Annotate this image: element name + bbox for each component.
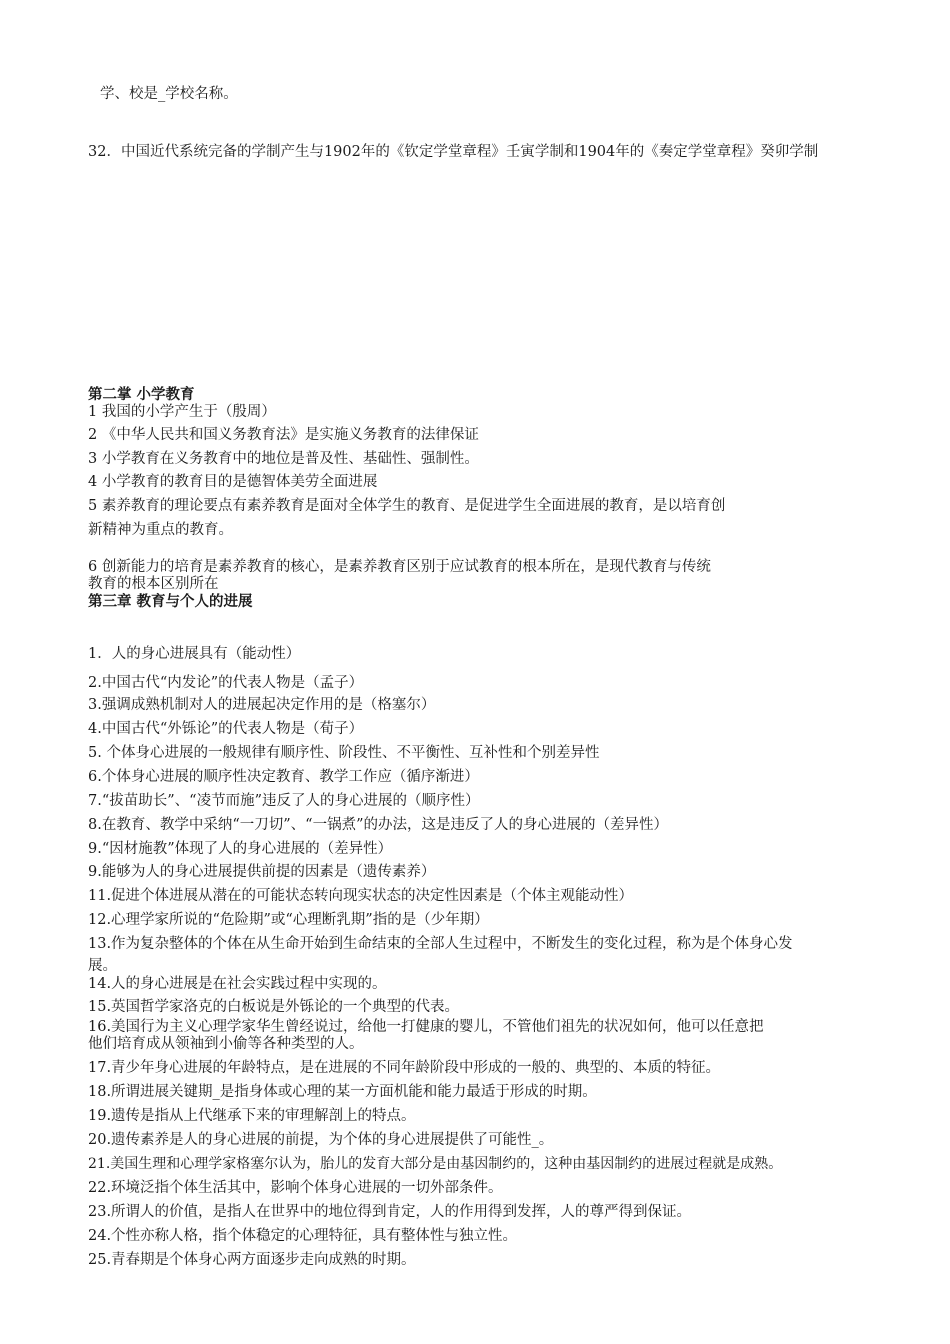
ch3-item: 11.促进个体进展从潜在的可能状态转向现实状态的决定性因素是（个体主观能动性） <box>88 888 634 904</box>
ch3-item: 4.中国古代“外铄论”的代表人物是（荀子） <box>88 721 364 737</box>
ch3-item: 20.遗传素养是人的身心进展的前提，为个体的身心进展提供了可能性_。 <box>88 1132 554 1148</box>
ch3-item: 22.环境泛指个体生活其中，影响个体身心进展的一切外部条件。 <box>88 1180 503 1196</box>
ch3-item: 1．人的身心进展具有（能动性） <box>88 646 301 662</box>
ch3-item: 2.中国古代“内发论”的代表人物是（孟子） <box>88 675 364 691</box>
ch3-item: 18.所谓进展关键期_是指身体或心理的某一方面机能和能力最适于形成的时期。 <box>88 1084 597 1100</box>
ch3-item: 展。 <box>88 958 117 974</box>
ch2-item: 1 我国的小学产生于（殷周） <box>88 404 276 420</box>
ch3-item: 17.青少年身心进展的年龄特点，是在进展的不同年龄阶段中形成的一般的、典型的、本质的特征。 <box>88 1060 721 1076</box>
ch3-item: 5. 个体身心进展的一般规律有顺序性、阶段性、不平衡性、互补性和个别差异性 <box>88 745 600 761</box>
item-32: 32．中国近代系统完备的学制产生与1902年的《钦定学堂章程》壬寅学制和1904年的《奏定学堂章程》癸卯学制 <box>88 144 819 160</box>
ch3-item: 9.能够为人的身心进展提供前提的因素是（遗传素养） <box>88 864 436 880</box>
ch3-item: 14.人的身心进展是在社会实践过程中实现的。 <box>88 976 387 992</box>
chapter-2-title: 第二掌 小学教育 <box>88 387 195 403</box>
ch2-item: 新精神为重点的教育。 <box>88 522 233 538</box>
chapter-3-title: 第三章 教育与个人的进展 <box>88 594 253 610</box>
ch3-item: 21.美国生理和心理学家格塞尔认为，胎儿的发育大部分是由基因制约的，这种由基因制约的进展过程就是成熟。 <box>88 1156 783 1172</box>
ch3-item: 6.个体身心进展的顺序性决定教育、教学工作应（循序渐进） <box>88 769 479 785</box>
ch2-item: 4 小学教育的教育目的是德智体美劳全面进展 <box>88 474 378 490</box>
ch3-item: 15.英国哲学家洛克的白板说是外铄论的一个典型的代表。 <box>88 999 460 1015</box>
ch3-item: 3.强调成熟机制对人的进展起决定作用的是（格塞尔） <box>88 697 436 713</box>
ch3-item: 23.所谓人的价值，是指人在世界中的地位得到肯定，人的作用得到发挥，人的尊严得到保证。 <box>88 1204 692 1220</box>
ch3-item: 16.美国行为主义心理学家华生曾经说过，给他一打健康的婴儿，不管他们祖先的状况如何，他可以任意把 <box>88 1019 764 1035</box>
ch2-item: 5 素养教育的理论要点有素养教育是面对全体学生的教育、是促进学生全面进展的教育，是以培育创 <box>88 498 726 514</box>
ch3-item: 25.青春期是个体身心两方面逐步走向成熟的时期。 <box>88 1252 416 1268</box>
ch2-item: 3 小学教育在义务教育中的地位是普及性、基础性、强制性。 <box>88 451 479 467</box>
ch3-item: 7.“拔苗助长”、“凌节而施”违反了人的身心进展的（顺序性） <box>88 793 480 809</box>
ch3-item: 8.在教育、教学中采纳“一刀切”、“一锅煮”的办法，这是违反了人的身心进展的（差异性） <box>88 817 668 833</box>
ch2-item: 6 创新能力的培育是素养教育的核心，是素养教育区别于应试教育的根本所在，是现代教育与传统 <box>88 559 711 575</box>
ch2-item: 教育的根本区别所在 <box>88 576 219 592</box>
ch3-item: 12.心理学家所说的“危险期”或“心理断乳期”指的是（少年期） <box>88 912 489 928</box>
ch3-item: 19.遗传是指从上代继承下来的审理解剖上的特点。 <box>88 1108 416 1124</box>
ch3-item: 24.个性亦称人格，指个体稳定的心理特征，具有整体性与独立性。 <box>88 1228 518 1244</box>
ch2-item: 2 《中华人民共和国义务教育法》是实施义务教育的法律保证 <box>88 427 479 443</box>
ch3-item: 9.“因材施教”体现了人的身心进展的（差异性） <box>88 841 393 857</box>
ch3-item: 13.作为复杂整体的个体在从生命开始到生命结束的全部人生过程中，不断发生的变化过程，称为是个体身心发 <box>88 936 793 952</box>
school-line: 学、校是_学校名称。 <box>100 86 238 102</box>
ch3-item: 他们培育成从领袖到小偷等各种类型的人。 <box>88 1036 364 1052</box>
